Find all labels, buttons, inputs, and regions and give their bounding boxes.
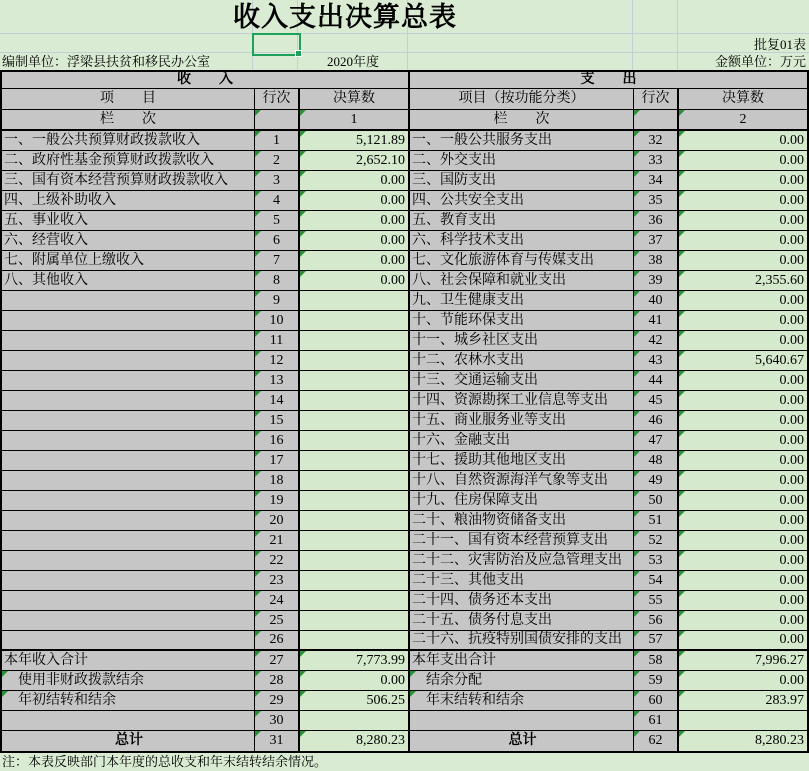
approval-form-label[interactable]: 批复01表 xyxy=(753,37,806,52)
expense-amount-cell[interactable]: 0.00 xyxy=(679,451,807,471)
expense-amount-cell[interactable]: 5,640.67 xyxy=(679,351,807,371)
expense-rowno-cell[interactable]: 34 xyxy=(634,171,679,191)
income-item-cell[interactable]: 五、事业收入 xyxy=(2,211,255,231)
expense-amount-cell[interactable]: 0.00 xyxy=(679,471,807,491)
income-column-label[interactable]: 栏 次 xyxy=(2,110,255,131)
expense-amount-cell[interactable]: 0.00 xyxy=(679,151,807,171)
income-rowno-cell[interactable]: 17 xyxy=(255,451,300,471)
expense-rowno-cell[interactable]: 61 xyxy=(634,711,679,731)
income-rowno-cell[interactable]: 19 xyxy=(255,491,300,511)
income-item-cell[interactable]: 年初结转和结余 xyxy=(2,691,255,711)
expense-rowno-cell[interactable]: 52 xyxy=(634,531,679,551)
income-rowno-cell[interactable]: 6 xyxy=(255,231,300,251)
expense-rowno-cell[interactable]: 47 xyxy=(634,431,679,451)
table-grid xyxy=(0,70,809,753)
income-item-cell[interactable] xyxy=(2,471,255,491)
expense-item-cell[interactable]: 十七、援助其他地区支出 xyxy=(410,451,634,471)
income-item-cell[interactable] xyxy=(2,631,255,651)
income-amount-cell[interactable] xyxy=(300,411,410,431)
expense-item-cell[interactable]: 七、文化旅游体育与传媒支出 xyxy=(410,251,634,271)
income-rowno-cell[interactable]: 18 xyxy=(255,471,300,491)
income-item-cell[interactable] xyxy=(2,391,255,411)
selected-cell-indicator[interactable] xyxy=(252,33,301,56)
footnote: 注：本表反映部门本年度的总收支和年末结转结余情况。 xyxy=(0,753,809,771)
expense-item-cell[interactable]: 三、国防支出 xyxy=(410,171,634,191)
income-amount-cell[interactable] xyxy=(300,511,410,531)
expense-amount-cell[interactable]: 0.00 xyxy=(679,191,807,211)
income-rowno-cell[interactable]: 5 xyxy=(255,211,300,231)
expense-column-label[interactable]: 栏 次 xyxy=(410,110,634,131)
expense-item-cell[interactable]: 二十、粮油物资储备支出 xyxy=(410,511,634,531)
sheet-top-area xyxy=(0,0,809,70)
expense-section-header[interactable]: 支 出 xyxy=(410,72,807,89)
income-amount-cell[interactable]: 0.00 xyxy=(300,271,410,291)
income-item-cell[interactable] xyxy=(2,411,255,431)
expense-amount-cell[interactable]: 0.00 xyxy=(679,531,807,551)
expense-rowno-cell[interactable]: 55 xyxy=(634,591,679,611)
income-amount-cell[interactable] xyxy=(300,351,410,371)
expense-rowno-cell[interactable]: 62 xyxy=(634,731,679,751)
expense-amount-cell[interactable]: 283.97 xyxy=(679,691,807,711)
income-item-cell[interactable] xyxy=(2,571,255,591)
expense-amount-cell[interactable]: 0.00 xyxy=(679,211,807,231)
expense-item-cell[interactable]: 十五、商业服务业等支出 xyxy=(410,411,634,431)
income-amount-cell[interactable] xyxy=(300,531,410,551)
income-item-cell[interactable] xyxy=(2,431,255,451)
income-rowno-cell[interactable]: 24 xyxy=(255,591,300,611)
income-rowno-cell[interactable]: 21 xyxy=(255,531,300,551)
income-rowno-cell[interactable]: 10 xyxy=(255,311,300,331)
expense-amount-header[interactable]: 决算数 xyxy=(679,89,807,110)
fill-handle[interactable] xyxy=(295,50,302,57)
income-amount-cell[interactable] xyxy=(300,711,410,731)
expense-amount-cell[interactable]: 2,355.60 xyxy=(679,271,807,291)
income-item-cell[interactable]: 八、其他收入 xyxy=(2,271,255,291)
expense-amount-cell[interactable]: 0.00 xyxy=(679,251,807,271)
expense-amount-cell[interactable]: 0.00 xyxy=(679,631,807,651)
income-rowno-cell[interactable]: 28 xyxy=(255,671,300,691)
expense-item-cell[interactable]: 十二、农林水支出 xyxy=(410,351,634,371)
expense-item-header[interactable]: 项目（按功能分类） xyxy=(410,89,634,110)
expense-rowno-cell[interactable]: 56 xyxy=(634,611,679,631)
income-item-cell[interactable]: 使用非财政拨款结余 xyxy=(2,671,255,691)
income-item-cell[interactable] xyxy=(2,511,255,531)
income-item-header[interactable]: 项 目 xyxy=(2,89,255,110)
expense-item-cell[interactable]: 二十一、国有资本经营预算支出 xyxy=(410,531,634,551)
income-rowno-cell[interactable]: 25 xyxy=(255,611,300,631)
income-amount-cell[interactable] xyxy=(300,611,410,631)
income-item-cell[interactable] xyxy=(2,351,255,371)
expense-item-cell[interactable]: 九、卫生健康支出 xyxy=(410,291,634,311)
income-amount-cell[interactable]: 0.00 xyxy=(300,671,410,691)
expense-amount-cell[interactable]: 0.00 xyxy=(679,391,807,411)
expense-amount-cell[interactable]: 7,996.27 xyxy=(679,651,807,671)
income-amount-cell[interactable] xyxy=(300,311,410,331)
expense-colno-cell[interactable]: 2 xyxy=(679,110,807,131)
income-item-cell[interactable] xyxy=(2,611,255,631)
org-unit-label[interactable]: 编制单位：浮梁县扶贫和移民办公室 xyxy=(2,54,211,69)
fiscal-year-label[interactable]: 2020年度 xyxy=(326,54,379,69)
income-rowno-cell[interactable]: 23 xyxy=(255,571,300,591)
income-item-cell[interactable]: 总计 xyxy=(2,731,255,751)
page-title: 收入支出决算总表 xyxy=(233,2,457,32)
expense-amount-cell[interactable]: 0.00 xyxy=(679,491,807,511)
expense-amount-cell[interactable] xyxy=(679,711,807,731)
expense-amount-cell[interactable]: 0.00 xyxy=(679,311,807,331)
income-rowno-cell[interactable]: 2 xyxy=(255,151,300,171)
income-amount-cell[interactable]: 0.00 xyxy=(300,191,410,211)
expense-item-cell[interactable]: 六、科学技术支出 xyxy=(410,231,634,251)
expense-amount-cell[interactable]: 0.00 xyxy=(679,331,807,351)
income-amount-cell[interactable]: 0.00 xyxy=(300,251,410,271)
income-rowno-cell[interactable]: 26 xyxy=(255,631,300,651)
expense-rowno-cell[interactable]: 59 xyxy=(634,671,679,691)
expense-item-cell[interactable]: 十一、城乡社区支出 xyxy=(410,331,634,351)
income-amount-cell[interactable]: 7,773.99 xyxy=(300,651,410,671)
income-item-cell[interactable] xyxy=(2,491,255,511)
expense-rowno-cell[interactable]: 33 xyxy=(634,151,679,171)
expense-item-cell[interactable]: 二十三、其他支出 xyxy=(410,571,634,591)
income-amount-cell[interactable] xyxy=(300,431,410,451)
expense-rowno-cell[interactable]: 37 xyxy=(634,231,679,251)
expense-amount-cell[interactable]: 0.00 xyxy=(679,551,807,571)
income-rowno-cell[interactable]: 20 xyxy=(255,511,300,531)
expense-item-cell[interactable]: 十三、交通运输支出 xyxy=(410,371,634,391)
expense-rowno-cell[interactable]: 36 xyxy=(634,211,679,231)
income-amount-cell[interactable] xyxy=(300,371,410,391)
income-amount-cell[interactable] xyxy=(300,571,410,591)
expense-rowno-cell[interactable]: 40 xyxy=(634,291,679,311)
income-rowno-cell[interactable]: 16 xyxy=(255,431,300,451)
expense-rowno-cell[interactable]: 50 xyxy=(634,491,679,511)
expense-rowno-cell[interactable]: 48 xyxy=(634,451,679,471)
expense-item-cell[interactable]: 结余分配 xyxy=(410,671,634,691)
expense-item-cell[interactable]: 十六、金融支出 xyxy=(410,431,634,451)
gridline xyxy=(0,33,809,34)
income-amount-cell[interactable] xyxy=(300,591,410,611)
expense-amount-cell[interactable]: 0.00 xyxy=(679,671,807,691)
expense-rowno-cell[interactable]: 60 xyxy=(634,691,679,711)
expense-item-cell[interactable]: 十八、自然资源海洋气象等支出 xyxy=(410,471,634,491)
income-colno-cell[interactable]: 1 xyxy=(300,110,410,131)
expense-rowno-cell[interactable]: 38 xyxy=(634,251,679,271)
income-rowno-cell[interactable]: 8 xyxy=(255,271,300,291)
income-rowno-cell[interactable]: 3 xyxy=(255,171,300,191)
expense-rowno-cell[interactable]: 41 xyxy=(634,311,679,331)
expense-amount-cell[interactable]: 0.00 xyxy=(679,291,807,311)
income-rowno-header[interactable]: 行次 xyxy=(255,89,300,110)
income-item-cell[interactable] xyxy=(2,531,255,551)
expense-item-cell[interactable]: 二十二、灾害防治及应急管理支出 xyxy=(410,551,634,571)
expense-rowno-cell[interactable]: 42 xyxy=(634,331,679,351)
income-item-cell[interactable] xyxy=(2,331,255,351)
expense-rowno-cell[interactable]: 57 xyxy=(634,631,679,651)
expense-item-cell[interactable]: 二、外交支出 xyxy=(410,151,634,171)
income-rowno-cell[interactable]: 31 xyxy=(255,731,300,751)
income-amount-cell[interactable]: 0.00 xyxy=(300,171,410,191)
income-amount-cell[interactable]: 0.00 xyxy=(300,231,410,251)
income-item-cell[interactable]: 一、一般公共预算财政拨款收入 xyxy=(2,131,255,151)
income-amount-header[interactable]: 决算数 xyxy=(300,89,410,110)
currency-unit-label[interactable]: 金额单位：万元 xyxy=(714,54,806,69)
expense-rowno-cell[interactable]: 45 xyxy=(634,391,679,411)
expense-amount-cell[interactable]: 0.00 xyxy=(679,511,807,531)
expense-amount-cell[interactable]: 0.00 xyxy=(679,431,807,451)
expense-item-cell[interactable]: 十四、资源勘探工业信息等支出 xyxy=(410,391,634,411)
expense-rowno-cell[interactable]: 53 xyxy=(634,551,679,571)
income-amount-cell[interactable]: 2,652.10 xyxy=(300,151,410,171)
income-amount-cell[interactable] xyxy=(300,291,410,311)
expense-item-cell[interactable]: 八、社会保障和就业支出 xyxy=(410,271,634,291)
income-amount-cell[interactable] xyxy=(300,471,410,491)
income-rowno-cell[interactable]: 30 xyxy=(255,711,300,731)
income-amount-cell[interactable]: 0.00 xyxy=(300,211,410,231)
expense-rowno-cell[interactable]: 51 xyxy=(634,511,679,531)
income-amount-cell[interactable] xyxy=(300,491,410,511)
expense-amount-cell[interactable]: 0.00 xyxy=(679,231,807,251)
income-rowno-cell[interactable]: 13 xyxy=(255,371,300,391)
income-rowno-cell[interactable]: 11 xyxy=(255,331,300,351)
income-item-cell[interactable]: 本年收入合计 xyxy=(2,651,255,671)
income-amount-cell[interactable] xyxy=(300,331,410,351)
income-item-cell[interactable] xyxy=(2,451,255,471)
income-item-cell[interactable]: 三、国有资本经营预算财政拨款收入 xyxy=(2,171,255,191)
expense-rowno-cell[interactable]: 44 xyxy=(634,371,679,391)
expense-rowno-cell[interactable]: 32 xyxy=(634,131,679,151)
income-rowno-cell[interactable]: 4 xyxy=(255,191,300,211)
income-rowno-cell[interactable]: 14 xyxy=(255,391,300,411)
income-item-cell[interactable] xyxy=(2,371,255,391)
income-amount-cell[interactable]: 5,121.89 xyxy=(300,131,410,151)
income-item-cell[interactable] xyxy=(2,711,255,731)
expense-item-cell[interactable]: 十、节能环保支出 xyxy=(410,311,634,331)
income-item-cell[interactable]: 六、经营收入 xyxy=(2,231,255,251)
income-rowno-cell[interactable]: 12 xyxy=(255,351,300,371)
income-item-cell[interactable] xyxy=(2,551,255,571)
expense-colno-blank-cell[interactable] xyxy=(634,110,679,131)
expense-amount-cell[interactable]: 0.00 xyxy=(679,591,807,611)
expense-rowno-cell[interactable]: 43 xyxy=(634,351,679,371)
expense-item-cell[interactable]: 二十五、债务付息支出 xyxy=(410,611,634,631)
expense-amount-cell[interactable]: 0.00 xyxy=(679,611,807,631)
expense-item-cell[interactable] xyxy=(410,711,634,731)
expense-item-cell[interactable]: 二十四、债务还本支出 xyxy=(410,591,634,611)
expense-rowno-cell[interactable]: 39 xyxy=(634,271,679,291)
expense-rowno-cell[interactable]: 58 xyxy=(634,651,679,671)
expense-amount-cell[interactable]: 0.00 xyxy=(679,131,807,151)
expense-item-cell[interactable]: 二十六、抗疫特别国债安排的支出 xyxy=(410,631,634,651)
expense-amount-cell[interactable]: 0.00 xyxy=(679,571,807,591)
expense-item-cell[interactable]: 四、公共安全支出 xyxy=(410,191,634,211)
income-rowno-cell[interactable]: 15 xyxy=(255,411,300,431)
expense-amount-cell[interactable]: 0.00 xyxy=(679,171,807,191)
expense-item-cell[interactable]: 十九、住房保障支出 xyxy=(410,491,634,511)
income-colno-blank-cell[interactable] xyxy=(255,110,300,131)
income-rowno-cell[interactable]: 9 xyxy=(255,291,300,311)
income-amount-cell[interactable]: 506.25 xyxy=(300,691,410,711)
income-item-cell[interactable] xyxy=(2,591,255,611)
expense-item-cell[interactable]: 总计 xyxy=(410,731,634,751)
expense-rowno-cell[interactable]: 35 xyxy=(634,191,679,211)
expense-rowno-cell[interactable]: 49 xyxy=(634,471,679,491)
income-amount-cell[interactable]: 8,280.23 xyxy=(300,731,410,751)
income-amount-cell[interactable] xyxy=(300,551,410,571)
expense-rowno-header[interactable]: 行次 xyxy=(634,89,679,110)
income-rowno-cell[interactable]: 27 xyxy=(255,651,300,671)
expense-amount-cell[interactable]: 0.00 xyxy=(679,411,807,431)
expense-item-cell[interactable]: 本年支出合计 xyxy=(410,651,634,671)
income-item-cell[interactable]: 二、政府性基金预算财政拨款收入 xyxy=(2,151,255,171)
income-section-header[interactable]: 收 入 xyxy=(2,72,410,89)
income-rowno-cell[interactable]: 1 xyxy=(255,131,300,151)
expense-item-cell[interactable]: 年末结转和结余 xyxy=(410,691,634,711)
income-rowno-cell[interactable]: 22 xyxy=(255,551,300,571)
income-item-cell[interactable]: 四、上级补助收入 xyxy=(2,191,255,211)
income-amount-cell[interactable] xyxy=(300,451,410,471)
expense-item-cell[interactable]: 五、教育支出 xyxy=(410,211,634,231)
income-item-cell[interactable] xyxy=(2,311,255,331)
income-rowno-cell[interactable]: 29 xyxy=(255,691,300,711)
income-item-cell[interactable]: 七、附属单位上缴收入 xyxy=(2,251,255,271)
expense-amount-cell[interactable]: 8,280.23 xyxy=(679,731,807,751)
expense-item-cell[interactable]: 一、一般公共服务支出 xyxy=(410,131,634,151)
income-amount-cell[interactable] xyxy=(300,631,410,651)
income-rowno-cell[interactable]: 7 xyxy=(255,251,300,271)
expense-rowno-cell[interactable]: 54 xyxy=(634,571,679,591)
income-amount-cell[interactable] xyxy=(300,391,410,411)
expense-amount-cell[interactable]: 0.00 xyxy=(679,371,807,391)
income-item-cell[interactable] xyxy=(2,291,255,311)
expense-rowno-cell[interactable]: 46 xyxy=(634,411,679,431)
